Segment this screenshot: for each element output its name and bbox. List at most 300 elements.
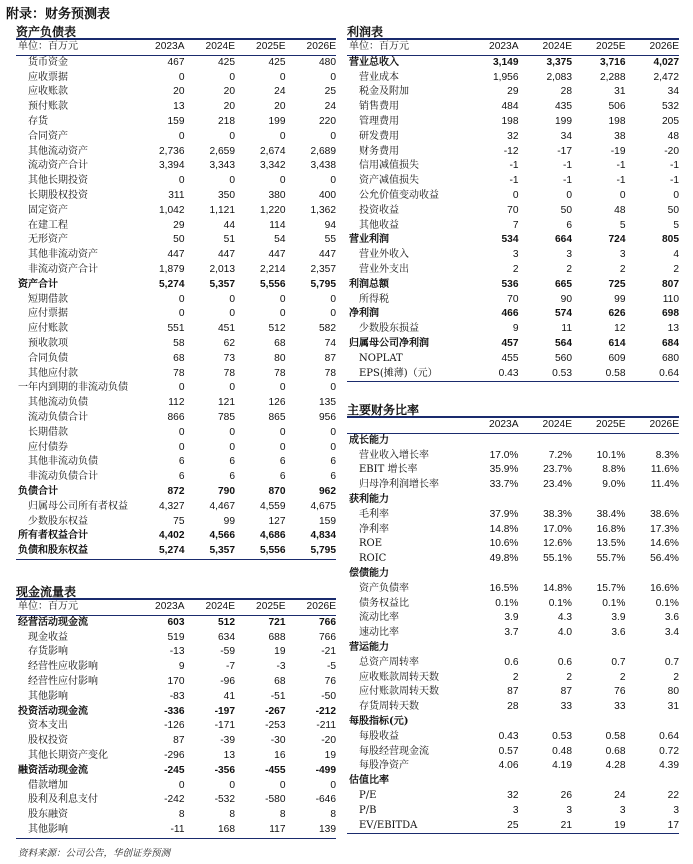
- row-value: 33: [560, 701, 572, 713]
- table-row: [16, 485, 336, 500]
- row-value: -83: [169, 690, 185, 702]
- row-value: 24: [614, 789, 626, 801]
- row-value: 0: [229, 130, 235, 142]
- row-value: 634: [218, 631, 235, 643]
- table-row: [347, 552, 679, 567]
- table-row: [16, 204, 336, 219]
- row-label: EV/EBITDA: [347, 819, 465, 834]
- row-value: 168: [185, 823, 236, 838]
- row-value: [572, 433, 626, 448]
- row-value: 0.43: [498, 730, 519, 742]
- row-label: 每股指标(元): [349, 715, 409, 727]
- row-value: -296: [164, 749, 185, 761]
- row-value: 199: [555, 115, 572, 127]
- table-row: [16, 764, 336, 779]
- row-value: 536: [501, 278, 519, 290]
- row-value: 425: [218, 56, 235, 68]
- row-label: 合同资产: [28, 130, 68, 142]
- row-value: 5,795: [286, 544, 337, 559]
- table-row: [16, 307, 336, 322]
- table-row: [16, 719, 336, 734]
- row-value: 0: [330, 382, 336, 394]
- row-value: 54: [274, 234, 286, 246]
- row-value: 44: [223, 219, 235, 231]
- table-row: [16, 396, 336, 411]
- row-label: 股权投资: [28, 735, 68, 747]
- row-label: 债务权益比: [359, 597, 409, 609]
- row-label: 借款增加: [28, 779, 68, 791]
- row-label: 其他流动资产: [28, 145, 88, 157]
- row-label: 归属母公司所有者权益: [28, 500, 128, 512]
- row-value: 0: [279, 308, 286, 320]
- header-unit: [347, 418, 465, 433]
- row-label: 每股经营现金流: [359, 745, 429, 757]
- row-value: -20: [321, 735, 336, 747]
- row-value: -580: [265, 794, 286, 806]
- row-value: 0.58: [572, 367, 626, 382]
- row-value: 956: [319, 411, 336, 423]
- row-value: -7: [225, 661, 235, 673]
- row-value: 75: [173, 515, 185, 527]
- row-value: 2,689: [310, 145, 336, 157]
- row-value: [626, 433, 680, 448]
- row-value: 50: [667, 204, 679, 216]
- row-value: 0: [178, 175, 185, 187]
- table-row: [347, 508, 679, 523]
- row-value: 680: [662, 352, 679, 364]
- row-label: 资产负债率: [359, 582, 409, 594]
- row-value: -21: [321, 646, 336, 658]
- table-row: [347, 352, 679, 367]
- row-label: 少数股东损益: [359, 323, 419, 335]
- row-value: 0: [229, 308, 235, 320]
- row-label: 其他长期资产变化: [28, 749, 108, 761]
- table-row: [347, 641, 679, 656]
- row-label: 预付账款: [28, 101, 68, 113]
- row-label: 营运能力: [349, 641, 389, 653]
- table-row: [347, 804, 679, 819]
- row-value: 4,686: [260, 530, 286, 542]
- row-value: 5,357: [185, 544, 236, 559]
- row-value: 0.1%: [655, 597, 679, 609]
- row-label: 少数股东权益: [28, 515, 88, 527]
- row-value: -20: [664, 145, 679, 157]
- row-value: 49.8%: [489, 553, 519, 565]
- table-row: [16, 145, 336, 160]
- row-value: 0: [330, 175, 336, 187]
- row-value: 17.0%: [489, 449, 519, 461]
- header-unit: 单位：百万元: [347, 40, 465, 55]
- row-value: -1: [616, 160, 626, 172]
- row-label: 货币资金: [28, 56, 68, 68]
- row-value: 870: [268, 485, 286, 497]
- row-label: 流动资产合计: [28, 160, 88, 172]
- row-value: 6: [566, 219, 572, 231]
- row-value: 626: [608, 308, 626, 320]
- header-year: 2024E: [185, 40, 236, 55]
- table-row: [347, 463, 679, 478]
- row-label: 其他非流动资产: [28, 249, 98, 261]
- row-value: 90: [560, 293, 572, 305]
- row-label: P/B: [359, 804, 377, 816]
- row-value: 5,274: [159, 278, 185, 290]
- income-statement-table: [347, 40, 679, 382]
- row-value: 0: [229, 175, 235, 187]
- row-value: -499: [315, 764, 336, 776]
- row-label: 融资活动现金流: [18, 764, 88, 776]
- row-label: 资产合计: [18, 278, 58, 290]
- table-row: [16, 278, 336, 293]
- row-label: 每股收益: [359, 730, 399, 742]
- row-value: 480: [319, 56, 336, 68]
- row-value: 0.64: [626, 367, 680, 382]
- row-value: 0: [178, 130, 185, 142]
- row-value: 5,274: [134, 544, 185, 559]
- row-value: 3: [619, 249, 626, 261]
- row-label: 合同负债: [28, 352, 68, 364]
- row-value: 3: [512, 804, 519, 816]
- table-row: [16, 631, 336, 646]
- row-value: 38.6%: [650, 508, 679, 520]
- row-value: 29: [173, 219, 185, 231]
- row-value: 451: [218, 323, 235, 335]
- row-value: 582: [319, 323, 336, 335]
- row-value: 467: [167, 56, 185, 68]
- row-label: 信用减值损失: [359, 160, 419, 172]
- table-row: [347, 130, 679, 145]
- row-value: 4.28: [605, 760, 626, 772]
- table-row: [16, 130, 336, 145]
- row-value: 0: [330, 293, 336, 305]
- row-value: [626, 493, 680, 508]
- row-label: 现金收益: [28, 631, 68, 643]
- row-value: 87: [560, 686, 572, 698]
- row-value: 48: [667, 130, 679, 142]
- row-value: 26: [560, 789, 572, 801]
- row-value: 17.0%: [543, 523, 572, 535]
- row-value: 5,556: [235, 544, 286, 559]
- row-label: 速动比率: [359, 627, 399, 639]
- row-value: 16: [274, 749, 286, 761]
- table-row: [347, 233, 679, 248]
- row-value: 2,214: [260, 263, 286, 275]
- table-row: [347, 685, 679, 700]
- row-value: 350: [218, 189, 235, 201]
- row-value: 6: [330, 456, 336, 468]
- row-label: 获利能力: [349, 493, 389, 505]
- row-value: -455: [265, 764, 286, 776]
- row-label: 营业外支出: [359, 263, 409, 275]
- table-row: [347, 55, 679, 70]
- table-row: [16, 426, 336, 441]
- row-value: 0: [673, 189, 679, 201]
- row-value: 0.1%: [495, 597, 519, 609]
- row-value: 3,716: [600, 56, 626, 68]
- row-value: 19: [324, 749, 336, 761]
- table-row: [347, 278, 679, 293]
- row-value: 3: [619, 804, 626, 816]
- row-label: EBIT 增长率: [359, 464, 418, 476]
- row-value: -532: [214, 794, 235, 806]
- row-value: 2: [619, 263, 626, 275]
- row-value: 99: [223, 515, 235, 527]
- row-value: 16.8%: [596, 523, 626, 535]
- row-value: 3.4: [664, 627, 679, 639]
- header-year: 2024E: [185, 600, 236, 615]
- row-value: 23.4%: [543, 479, 572, 491]
- row-value: 70: [507, 293, 519, 305]
- row-value: 110: [662, 293, 679, 305]
- row-value: 28: [507, 701, 519, 713]
- row-value: -96: [220, 675, 235, 687]
- row-value: 78: [324, 367, 336, 379]
- table-row: [16, 529, 336, 544]
- row-value: 55.7%: [596, 553, 626, 565]
- row-value: 534: [501, 234, 519, 246]
- row-label: 经营活动现金流: [18, 616, 88, 628]
- table-row: [347, 537, 679, 552]
- row-value: 5,357: [209, 278, 235, 290]
- row-value: 872: [167, 485, 185, 497]
- row-value: 62: [223, 337, 235, 349]
- table-row: [16, 690, 336, 705]
- row-value: 9: [512, 323, 519, 335]
- row-value: 13: [667, 323, 679, 335]
- row-value: 38.3%: [543, 508, 572, 520]
- header-year: 2023A: [134, 600, 185, 615]
- row-value: 0: [178, 308, 185, 320]
- table-row: [16, 441, 336, 456]
- row-label: 所有者权益合计: [18, 530, 88, 542]
- row-value: 12.6%: [543, 538, 572, 550]
- row-label: NOPLAT: [359, 352, 403, 364]
- row-label: 存货: [28, 115, 48, 127]
- row-value: -30: [270, 735, 286, 747]
- row-label: 营业成本: [359, 71, 399, 83]
- row-label: 营业收入增长率: [359, 449, 429, 461]
- row-value: 665: [555, 278, 572, 290]
- header-year: 2025E: [235, 600, 286, 615]
- row-label: 所得税: [359, 293, 389, 305]
- row-label: 经营性应收影响: [28, 661, 98, 673]
- row-label: 无形资产: [28, 234, 68, 246]
- row-value: [519, 433, 573, 448]
- table-row: [16, 660, 336, 675]
- header-year: 2024E: [519, 40, 573, 55]
- row-value: 94: [324, 219, 336, 231]
- row-value: 5,795: [310, 278, 336, 290]
- row-value: -171: [214, 720, 235, 732]
- row-value: 807: [662, 278, 679, 290]
- table-row: [347, 322, 679, 337]
- table-row: [347, 263, 679, 278]
- row-label: 负债和股东权益: [16, 544, 134, 559]
- row-label: 投资活动现金流: [18, 705, 88, 717]
- row-label: 流动比率: [359, 612, 399, 624]
- table-row: [16, 85, 336, 100]
- row-value: -245: [164, 764, 185, 776]
- row-value: 447: [167, 249, 185, 261]
- row-value: 4,327: [159, 500, 185, 512]
- table-row: [16, 322, 336, 337]
- row-value: 721: [268, 616, 286, 628]
- row-value: 664: [555, 234, 572, 246]
- row-value: 68: [274, 337, 286, 349]
- row-value: 400: [319, 189, 336, 201]
- row-value: 25: [324, 86, 336, 98]
- row-value: -51: [270, 690, 286, 702]
- row-label: 应付账款周转天数: [359, 686, 439, 698]
- row-value: 766: [319, 616, 336, 628]
- row-value: 0: [512, 189, 519, 201]
- row-value: 198: [501, 115, 519, 127]
- row-value: 10.1%: [596, 449, 626, 461]
- row-value: 50: [560, 204, 572, 216]
- row-value: -5: [326, 661, 336, 673]
- table-row: [16, 352, 336, 367]
- row-value: 6: [279, 456, 286, 468]
- row-value: 865: [268, 411, 286, 423]
- row-value: [519, 774, 573, 789]
- row-label: 存货周转天数: [359, 701, 419, 713]
- table-row: [347, 100, 679, 115]
- row-value: 0.72: [659, 745, 679, 757]
- row-value: 425: [268, 56, 286, 68]
- header-year: 2025E: [572, 40, 626, 55]
- row-value: -211: [316, 720, 336, 732]
- row-value: 20: [223, 86, 235, 98]
- row-label: 营业总收入: [349, 56, 399, 68]
- row-value: 1,220: [260, 204, 286, 216]
- row-value: 55.1%: [543, 553, 572, 565]
- row-value: 447: [268, 249, 286, 261]
- table-row: [347, 730, 679, 745]
- table-row: [16, 515, 336, 530]
- row-value: 5: [673, 219, 679, 231]
- table-row: [16, 675, 336, 690]
- row-value: -13: [169, 646, 185, 658]
- row-value: 2: [566, 263, 572, 275]
- row-value: 551: [167, 323, 185, 335]
- header-year: 2024E: [519, 418, 573, 433]
- row-value: -1: [562, 175, 572, 187]
- row-value: 0: [279, 71, 286, 83]
- row-value: 4.0: [557, 627, 572, 639]
- row-value: 3: [566, 804, 572, 816]
- table-row: [347, 626, 679, 641]
- row-value: 87: [173, 735, 185, 747]
- row-value: 5: [619, 219, 626, 231]
- row-value: 55: [324, 234, 336, 246]
- row-value: 0: [619, 189, 626, 201]
- row-value: 6: [229, 471, 235, 483]
- table-row: [347, 449, 679, 464]
- row-value: 5,556: [260, 278, 286, 290]
- row-value: -12: [503, 145, 519, 157]
- row-value: 3: [673, 804, 679, 816]
- row-value: 8: [178, 809, 185, 821]
- row-value: 9: [178, 661, 185, 673]
- row-label: ROE: [359, 538, 383, 550]
- row-value: 3: [566, 249, 572, 261]
- row-value: -267: [265, 705, 286, 717]
- row-label: 估值比率: [349, 775, 389, 787]
- row-value: 51: [223, 234, 235, 246]
- table-row: [16, 615, 336, 630]
- table-row: [16, 749, 336, 764]
- table-row: [347, 582, 679, 597]
- row-value: 0.6: [504, 656, 519, 668]
- header-year: 2023A: [465, 418, 519, 433]
- cashflow-panel: [16, 584, 336, 839]
- row-label: 经营性应付影响: [28, 675, 98, 687]
- header-year: 2026E: [626, 418, 680, 433]
- row-value: 17: [626, 819, 680, 834]
- row-label: 其他流动负债: [28, 397, 88, 409]
- table-row: [16, 219, 336, 234]
- row-value: 698: [662, 308, 679, 320]
- row-value: 962: [319, 485, 336, 497]
- row-value: 80: [667, 686, 679, 698]
- row-value: 0: [279, 441, 286, 453]
- table-row: [347, 567, 679, 582]
- row-value: 805: [662, 234, 679, 246]
- table-row: [347, 293, 679, 308]
- row-value: 7.2%: [548, 449, 572, 461]
- table-row: [347, 759, 679, 774]
- row-value: 785: [218, 411, 235, 423]
- row-value: 41: [223, 690, 235, 702]
- row-value: 112: [168, 397, 185, 409]
- row-value: 0: [330, 71, 336, 83]
- row-value: 29: [507, 86, 519, 98]
- row-value: 34: [667, 86, 679, 98]
- row-value: 2,736: [159, 145, 185, 157]
- row-label: 股东融资: [28, 809, 68, 821]
- row-value: 484: [501, 101, 519, 113]
- table-row: [347, 85, 679, 100]
- row-label: 净利润: [349, 308, 379, 320]
- row-value: 4: [673, 249, 679, 261]
- page-title: 附录：财务预测表: [6, 7, 111, 22]
- table-row: [347, 819, 679, 834]
- row-label: 资产减值损失: [359, 175, 419, 187]
- row-value: 8: [330, 809, 336, 821]
- row-value: 8: [229, 809, 235, 821]
- table-row: [347, 493, 679, 508]
- table-row: [347, 71, 679, 86]
- table-row: [16, 645, 336, 660]
- row-value: -19: [610, 145, 626, 157]
- row-value: [465, 774, 519, 789]
- row-value: 78: [173, 367, 185, 379]
- row-value: 73: [223, 352, 235, 364]
- row-value: 10.6%: [489, 538, 519, 550]
- row-value: 455: [501, 352, 519, 364]
- income-statement-title: 利润表: [347, 24, 679, 40]
- row-value: -197: [214, 705, 235, 717]
- row-value: 2,013: [209, 263, 235, 275]
- row-value: [519, 641, 573, 656]
- row-value: 11: [561, 323, 572, 335]
- row-value: 139: [286, 823, 337, 838]
- row-value: 1,956: [493, 71, 519, 83]
- cashflow-title: 现金流量表: [16, 584, 336, 600]
- row-value: 24: [324, 101, 336, 113]
- row-label: 每股净资产: [359, 760, 409, 772]
- table-row: [16, 233, 336, 248]
- row-label: EPS(摊薄)（元）: [347, 367, 465, 382]
